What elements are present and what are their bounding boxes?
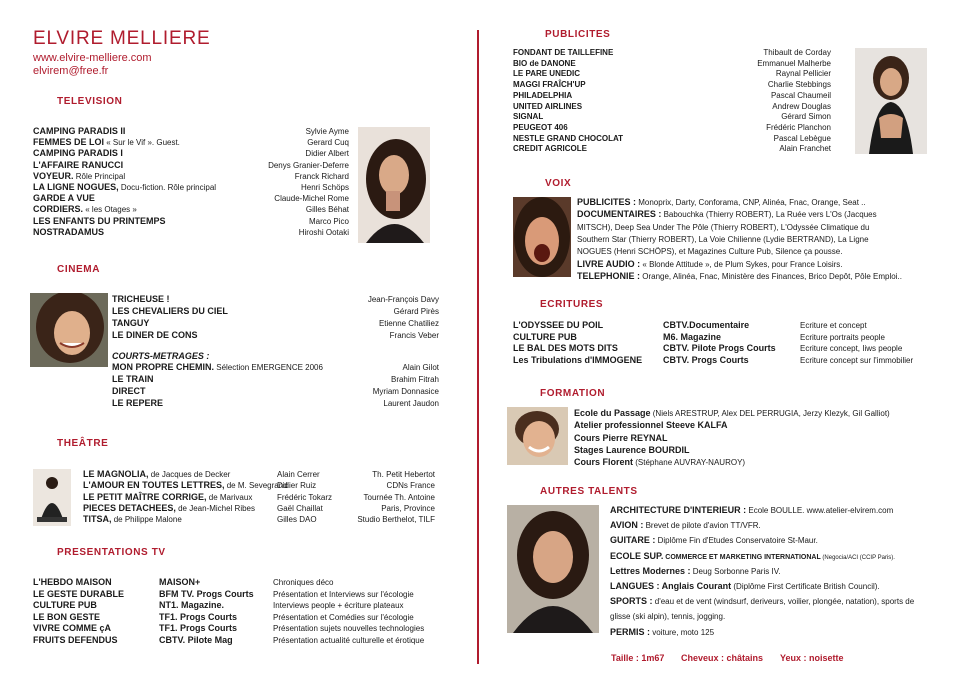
item-note: de Jean-Michel Ribes: [175, 503, 256, 513]
item-channel: MAISON+: [159, 577, 201, 587]
voix-line: [577, 209, 925, 220]
talent-text: voiture, moto 125: [650, 627, 715, 637]
item-note: Docu-fiction. Rôle principal: [118, 183, 217, 192]
portrait-photo-publicites: [855, 48, 927, 154]
item-brand: UNITED AIRLINES: [513, 101, 583, 111]
talent-line: [610, 535, 928, 546]
item-person: Brahim Fitrah: [390, 375, 439, 384]
list-item: [83, 480, 288, 491]
section-title-talents: AUTRES TALENTS: [540, 486, 638, 497]
voix-line: [577, 197, 925, 208]
item-channel: CBTV.Documentaire: [663, 320, 750, 330]
item-brand: LE PARE UNEDIC: [513, 69, 580, 79]
item-channel: BFM TV. Progs Courts: [159, 588, 254, 599]
talent-text: (Diplôme First Certificate British Council).: [731, 582, 880, 591]
list-item: [33, 216, 166, 227]
list-item: [112, 398, 163, 409]
talent-text: COMMERCE ET MARKETING INTERNATIONAL: [663, 553, 821, 561]
item-title: CAMPING PARADIS II: [33, 126, 126, 136]
item-director: Gilles DAO: [277, 515, 317, 525]
section-title-voix: VOIX: [545, 178, 572, 189]
list-item: [112, 362, 323, 373]
voix-line: [577, 234, 925, 245]
talent-line: [610, 566, 928, 577]
item-director: Pascal Chaumeil: [770, 90, 831, 100]
talent-label: ECOLE SUP.: [610, 550, 664, 561]
voix-label: TELEPHONIE :: [577, 270, 641, 281]
talent-label: LANGUES : Anglais Courant: [610, 581, 732, 591]
item-director: Pascal Lebègue: [773, 133, 831, 143]
item-director: Gaël Chaillat: [277, 503, 323, 513]
talent-text: Ecole BOULLE. www.atelier-elvirem.com: [746, 506, 894, 515]
voix-line: [577, 246, 925, 257]
item-title: LE MAGNOLIA,: [83, 469, 149, 479]
formation-item: [574, 420, 728, 431]
item-title: LE PETIT MAÎTRE CORRIGE,: [83, 491, 207, 502]
item-title: CORDIERS.: [33, 204, 84, 215]
item-director: Charlie Stebbings: [767, 80, 831, 90]
voix-text-line: Orange, Alinéa, Fnac, Ministère des Finances, Brico Depôt, Pôle Emploi..: [640, 271, 902, 281]
talent-text: Brevet de pilote d'avion TT/VFR.: [643, 521, 761, 531]
voix-text-line: « Blonde Attitude », de Plum Sykes, pour France Loisirs.: [640, 259, 843, 269]
item-title: L'AFFAIRE RANUCCI: [33, 159, 124, 170]
column-divider: [477, 30, 479, 664]
talent-small: (Negocia/ACI (CCIP Paris).: [820, 554, 895, 561]
item-desc: Présentation et Interviews sur l'écologie: [273, 589, 414, 599]
item-desc: Présentation sujets nouvelles technologies: [273, 624, 425, 633]
item-desc: Ecriture concept, Iiws people: [800, 344, 903, 353]
formation-item: [574, 445, 690, 456]
item-title: LE TRAIN: [112, 374, 154, 384]
voix-text-line: Babouchka (Thierry ROBERT), La Ruée vers L'Os (Jacques: [661, 210, 877, 220]
item-venue: Paris, Province: [381, 503, 435, 513]
item-desc: Présentation actualité culturelle et érotique: [273, 635, 425, 645]
item-brand: NESTLE GRAND CHOCOLAT: [513, 133, 624, 143]
item-person: Gérard Pirès: [393, 307, 439, 316]
item-brand: CREDIT AGRICOLE: [513, 144, 587, 154]
item-director: Thibault de Corday: [763, 48, 831, 57]
item-desc: Chroniques déco: [273, 578, 334, 587]
item-note: de M. Sevegrand: [224, 481, 288, 491]
item-desc: Ecriture portraits people: [800, 332, 885, 342]
item-channel: CBTV. Pilote Progs Courts: [663, 343, 776, 353]
list-item: [83, 492, 252, 503]
section-title-formation: FORMATION: [540, 388, 606, 399]
list-item: [33, 193, 95, 204]
item-brand: BIO de DANONE: [513, 58, 576, 68]
voix-text-line: MITSCH), Deep Sea Under The Pôle (Thierry ROBERT), L'Odyssée Climatique du: [577, 222, 870, 232]
item-venue: CDNs France: [386, 481, 435, 491]
item-person: Etienne Chatiliez: [378, 319, 439, 328]
item-title: Les Tribulations d'IMMOGENE: [513, 354, 643, 365]
formation-item: [574, 433, 668, 444]
voix-label: LIVRE AUDIO :: [577, 258, 641, 269]
item-title: TITSA,: [83, 514, 112, 525]
stat-yeux: Yeux : noisette: [780, 653, 844, 663]
talent-text: glisse (ski alpin), tennis, jogging.: [610, 612, 726, 622]
item-desc: Interviews people + écriture plateaux: [273, 601, 404, 610]
portrait-photo-talents: [507, 505, 599, 633]
item-director: Emmanuel Malherbe: [757, 58, 831, 68]
item-title: LE REPERE: [112, 398, 164, 408]
item-venue: Tournée Th. Antoine: [363, 492, 435, 502]
item-channel: TF1. Progs Courts: [159, 623, 238, 633]
item-note: « Sur le Vif ». Guest.: [104, 138, 180, 148]
voix-line: [577, 259, 925, 270]
item-person: Myriam Donnasice: [372, 387, 439, 396]
item-director: Didier Ruiz: [277, 481, 317, 491]
section-title-publicites: PUBLICITES: [545, 29, 611, 40]
item-note: « les Otages »: [83, 205, 137, 215]
list-item: [83, 503, 255, 514]
talent-line: [610, 581, 928, 592]
item-note: de Philippe Malone: [111, 515, 182, 525]
item-channel: M6. Magazine: [663, 331, 722, 342]
talent-text: d'eau et de vent (windsurf, deriveurs, voilier, plongée, natation), sports de: [652, 597, 915, 607]
talent-label: PERMIS :: [610, 626, 651, 637]
item-person: Gilles Béhat: [305, 205, 349, 215]
item-person: Alain Gilot: [402, 363, 439, 372]
item-title: GARDE A VUE: [33, 193, 95, 204]
voix-text-line: Southern Star (Thierry ROBERT), La Voie Chilienne (Lydie BERTRAND), La Ligne: [577, 234, 869, 244]
item-director: Frédéric Planchon: [766, 122, 831, 132]
portrait-photo-voix: [513, 197, 571, 277]
talent-line: [610, 551, 928, 562]
item-show: L'HEBDO MAISON: [33, 577, 112, 587]
item-desc: Ecriture concept sur l'immobilier: [800, 355, 914, 365]
voix-line: [577, 271, 925, 282]
item-venue: Studio Berthelot, TILF: [357, 515, 435, 525]
item-brand: PHILADELPHIA: [513, 90, 573, 100]
email-link[interactable]: elvirem@free.fr: [33, 65, 109, 77]
item-person: Gerard Cuq: [307, 138, 349, 148]
item-channel: CBTV. Pilote Mag: [159, 634, 233, 645]
item-director: Frédéric Tokarz: [277, 492, 332, 502]
item-director: Andrew Douglas: [772, 101, 831, 111]
item-desc: Présentation et Comédies sur l'écologie: [273, 612, 414, 622]
item-title: LE BAL DES MOTS DITS: [513, 343, 618, 353]
item-title: DIRECT: [112, 386, 146, 396]
talent-text: Diplôme Fin d'Etudes Conservatoire St-Maur.: [655, 536, 818, 546]
list-item: [33, 171, 125, 182]
item-title: TANGUY: [112, 318, 150, 328]
website-link[interactable]: www.elvire-melliere.com: [33, 52, 152, 64]
item-title: PIECES DETACHEES,: [83, 502, 176, 513]
list-item: [112, 330, 198, 341]
formation-label: Cours Florent: [574, 457, 634, 468]
item-title: FEMMES DE LOI: [33, 137, 105, 148]
item-show: LE GESTE DURABLE: [33, 588, 125, 599]
item-person: Hiroshi Ootaki: [298, 227, 349, 237]
list-item: [112, 386, 146, 397]
item-person: Henri Schöps: [300, 183, 349, 192]
item-channel: TF1. Progs Courts: [159, 611, 238, 622]
formation-label: Ecole du Passage: [574, 408, 651, 418]
portrait-photo-theatre: [33, 469, 71, 526]
item-channel: NT1. Magazine.: [159, 600, 225, 610]
talent-line: [610, 627, 928, 638]
item-director: Raynal Pellicier: [775, 69, 831, 79]
item-brand: SIGNAL: [513, 112, 544, 122]
list-item: [83, 469, 230, 480]
formation-detail: (Stéphane AUVRAY-NAUROY): [633, 458, 746, 468]
portrait-photo-television: [358, 127, 430, 243]
item-person: Jean-François Davy: [367, 295, 439, 304]
list-item: [112, 294, 170, 305]
talent-text: Deug Sorbonne Paris IV.: [690, 566, 781, 576]
voix-text-line: Monoprix, Darty, Conforama, CNP, Alinéa, Fnac, Orange, Seat ..: [636, 198, 866, 207]
talent-line: [610, 611, 928, 622]
item-title: NOSTRADAMUS: [33, 226, 104, 237]
item-brand: PEUGEOT 406: [513, 122, 568, 132]
talent-line: [610, 596, 928, 607]
formation-label: Stages Laurence BOURDIL: [574, 444, 690, 455]
item-channel: CBTV. Progs Courts: [663, 354, 749, 365]
item-person: Denys Granier-Deferre: [268, 160, 349, 170]
item-brand: FONDANT DE TAILLEFINE: [513, 48, 614, 57]
voix-text-line: NOGUES (Henri SCHÖPS), et Magazines Culture Pub, Silence ça pousse.: [577, 247, 843, 257]
voix-label: PUBLICITES :: [577, 197, 637, 207]
item-title: MON PROPRE CHEMIN.: [112, 362, 215, 372]
item-show: VIVRE COMME çA: [33, 623, 112, 633]
item-title: CAMPING PARADIS I: [33, 148, 123, 159]
item-title: LES ENFANTS DU PRINTEMPS: [33, 215, 166, 226]
talent-label: ARCHITECTURE D'INTERIEUR :: [610, 505, 747, 515]
item-title: VOYEUR.: [33, 170, 74, 181]
formation-item: [574, 408, 890, 419]
item-title: LA LIGNE NOGUES,: [33, 182, 119, 192]
list-item: [83, 514, 182, 525]
item-title: LES CHEVALIERS DU CIEL: [112, 306, 228, 316]
item-person: Francis Veber: [389, 331, 439, 340]
page-title: ELVIRE MELLIERE: [33, 28, 211, 49]
item-director: Alain Franchet: [779, 144, 831, 154]
section-title-television: TELEVISION: [57, 96, 123, 107]
item-note: Sélection EMERGENCE 2006: [214, 363, 323, 372]
list-item: [33, 227, 104, 238]
stat-cheveux: Cheveux : châtains: [681, 653, 764, 663]
item-title: L'ODYSSEE DU POIL: [513, 320, 604, 330]
item-desc: Ecriture et concept: [800, 321, 867, 330]
formation-detail: (Niels ARESTRUP, Alex DEL PERRUGIA, Jerzy Klezyk, Gil Galliot): [650, 409, 890, 418]
item-person: Claude-Michel Rome: [274, 194, 349, 204]
talent-label: GUITARE :: [610, 535, 656, 546]
talent-label: SPORTS :: [610, 596, 653, 607]
formation-item: [574, 457, 745, 468]
item-note: de Jacques de Decker: [148, 470, 231, 479]
item-title: LE DINER DE CONS: [112, 330, 198, 340]
shorts-heading: COURTS-METRAGES :: [112, 351, 210, 361]
list-item: [33, 160, 123, 171]
list-item: [33, 182, 216, 193]
item-director: Gérard Simon: [781, 112, 831, 122]
item-person: Sylvie Ayme: [305, 127, 349, 136]
voix-label: DOCUMENTAIRES :: [577, 209, 662, 220]
item-venue: Th. Petit Hebertot: [372, 470, 435, 479]
item-title: L'AMOUR EN TOUTES LETTRES,: [83, 480, 225, 491]
section-title-presentations: PRESENTATIONS TV: [57, 547, 166, 558]
portrait-photo-cinema: [30, 293, 108, 367]
list-item: [112, 374, 154, 385]
formation-label: Cours Pierre REYNAL: [574, 432, 668, 443]
talent-line: [610, 520, 928, 531]
section-title-cinema: CINEMA: [57, 264, 101, 275]
talent-label: AVION :: [610, 520, 644, 531]
item-person: Franck Richard: [294, 171, 349, 181]
item-show: FRUITS DEFENDUS: [33, 634, 118, 645]
item-show: CULTURE PUB: [33, 600, 97, 610]
item-person: Marco Pico: [308, 216, 349, 226]
voix-line: [577, 222, 925, 233]
stat-taille: Taille : 1m67: [611, 653, 665, 663]
list-item: [112, 306, 228, 317]
item-title: CULTURE PUB: [513, 331, 577, 342]
list-item: [112, 318, 149, 329]
talent-label: Lettres Modernes :: [610, 565, 691, 576]
item-person: Laurent Jaudon: [383, 399, 439, 408]
list-item: [33, 148, 123, 159]
item-note: Rôle Principal: [73, 171, 126, 181]
portrait-photo-formation: [507, 407, 568, 465]
list-item: [33, 137, 180, 148]
formation-label: Atelier professionnel Steeve KALFA: [574, 420, 728, 431]
item-brand: MAGGI FRAÎCH'UP: [513, 80, 586, 90]
item-title: TRICHEUSE !: [112, 294, 170, 304]
item-show: LE BON GESTE: [33, 611, 101, 622]
item-person: Didier Albert: [305, 149, 349, 159]
item-note: de Marivaux: [206, 492, 253, 502]
item-director: Alain Cerrer: [277, 470, 320, 479]
section-title-ecritures: ECRITURES: [540, 299, 604, 310]
section-title-theatre: THEÂTRE: [57, 438, 109, 449]
talent-line: [610, 505, 928, 516]
list-item: [33, 126, 125, 137]
list-item: [33, 204, 137, 215]
